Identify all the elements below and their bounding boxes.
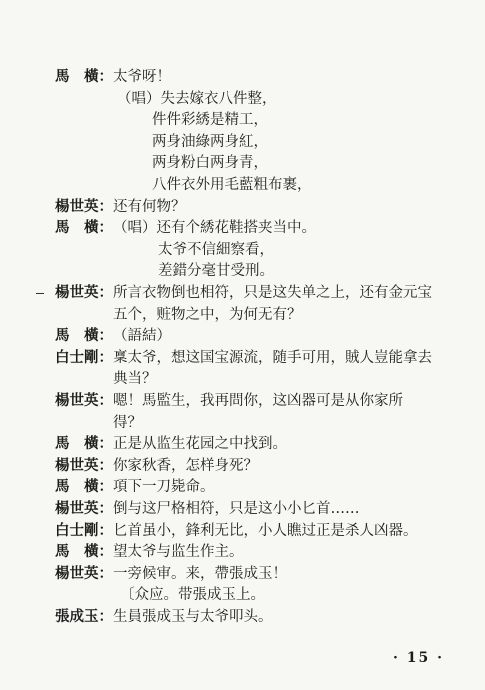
stage-direction: 〔众应。带張成玉上。 bbox=[120, 587, 265, 604]
speaker-name: 張成玉： bbox=[55, 608, 113, 625]
dialogue-text: 一旁候审。来，帶張成玉！ bbox=[113, 565, 287, 582]
speaker-name: 馬 橫： bbox=[55, 219, 113, 237]
verse-line: 太爷不信細察看， bbox=[158, 241, 274, 258]
dialogue-text: 望太爷与监生作主。 bbox=[113, 544, 244, 561]
speaker-name: 白士剛： bbox=[55, 521, 113, 539]
speaker-name: 馬 橫： bbox=[55, 435, 113, 453]
dialogue-continuation: 典当？ bbox=[113, 371, 157, 388]
margin-dash-mark bbox=[36, 293, 44, 294]
dialogue-text: 倒与这尸格相符，只是这小小匕首…… bbox=[113, 501, 360, 517]
sung-line: （唱）失去嫁衣八件整， bbox=[117, 90, 277, 107]
dialogue-text: （唱）还有个綉花鞋搭夹当中。 bbox=[113, 220, 316, 237]
dialogue-continuation: 得？ bbox=[113, 414, 142, 431]
dialogue-text: 匕首虽小，鋒利无比，小人瞧过正是杀人凶器。 bbox=[113, 522, 418, 539]
dialogue-text: 稟太爷，想这国宝源流，随手可用，賊人豈能拿去 bbox=[113, 349, 432, 366]
verse-line: 八件衣外用毛藍粗布裹， bbox=[152, 177, 312, 193]
dialogue-text: 生員張成玉与太爷叩头。 bbox=[113, 609, 273, 625]
verse-line: 两身油綠两身紅， bbox=[152, 133, 268, 150]
dialogue-text: 你家秋香，怎样身死？ bbox=[113, 457, 258, 474]
speaker-name: 楊世英： bbox=[55, 564, 113, 582]
dialogue-text: 所言衣物倒也相符，只是这失单之上，还有金元宝 bbox=[113, 285, 432, 301]
dialogue-text: （語結） bbox=[113, 328, 171, 345]
speaker-name: 白士剛： bbox=[55, 348, 113, 366]
verse-line: 两身粉白两身青， bbox=[152, 155, 268, 172]
verse-line: 件件彩綉是精工， bbox=[152, 112, 268, 129]
dialogue-text: 正是从监生花园之中找到。 bbox=[113, 436, 287, 453]
page-number: · 15 · bbox=[393, 650, 444, 666]
dialogue-text: 項下一刀毙命。 bbox=[113, 479, 215, 496]
dialogue-text: 还有何物？ bbox=[113, 198, 186, 215]
dialogue-text: 太爷呀！ bbox=[113, 69, 171, 85]
dialogue-text: 嗯！馬監生，我再問你，这凶器可是从你家所 bbox=[113, 393, 403, 409]
verse-line: 差錯分毫甘受刑。 bbox=[158, 263, 274, 280]
speaker-name: 馬 橫： bbox=[55, 543, 113, 561]
speaker-name: 楊世英： bbox=[55, 500, 113, 517]
speaker-name: 楊世英： bbox=[55, 456, 113, 474]
speaker-name: 楊世英： bbox=[55, 392, 113, 409]
speaker-name: 馬 橫： bbox=[55, 68, 113, 85]
speaker-name: 馬 橫： bbox=[55, 327, 113, 345]
dialogue-continuation: 五个，赃物之中，为何无有？ bbox=[113, 306, 302, 323]
speaker-name: 楊世英： bbox=[55, 197, 113, 215]
speaker-name: 楊世英： bbox=[55, 284, 113, 301]
speaker-name: 馬 橫： bbox=[55, 478, 113, 496]
